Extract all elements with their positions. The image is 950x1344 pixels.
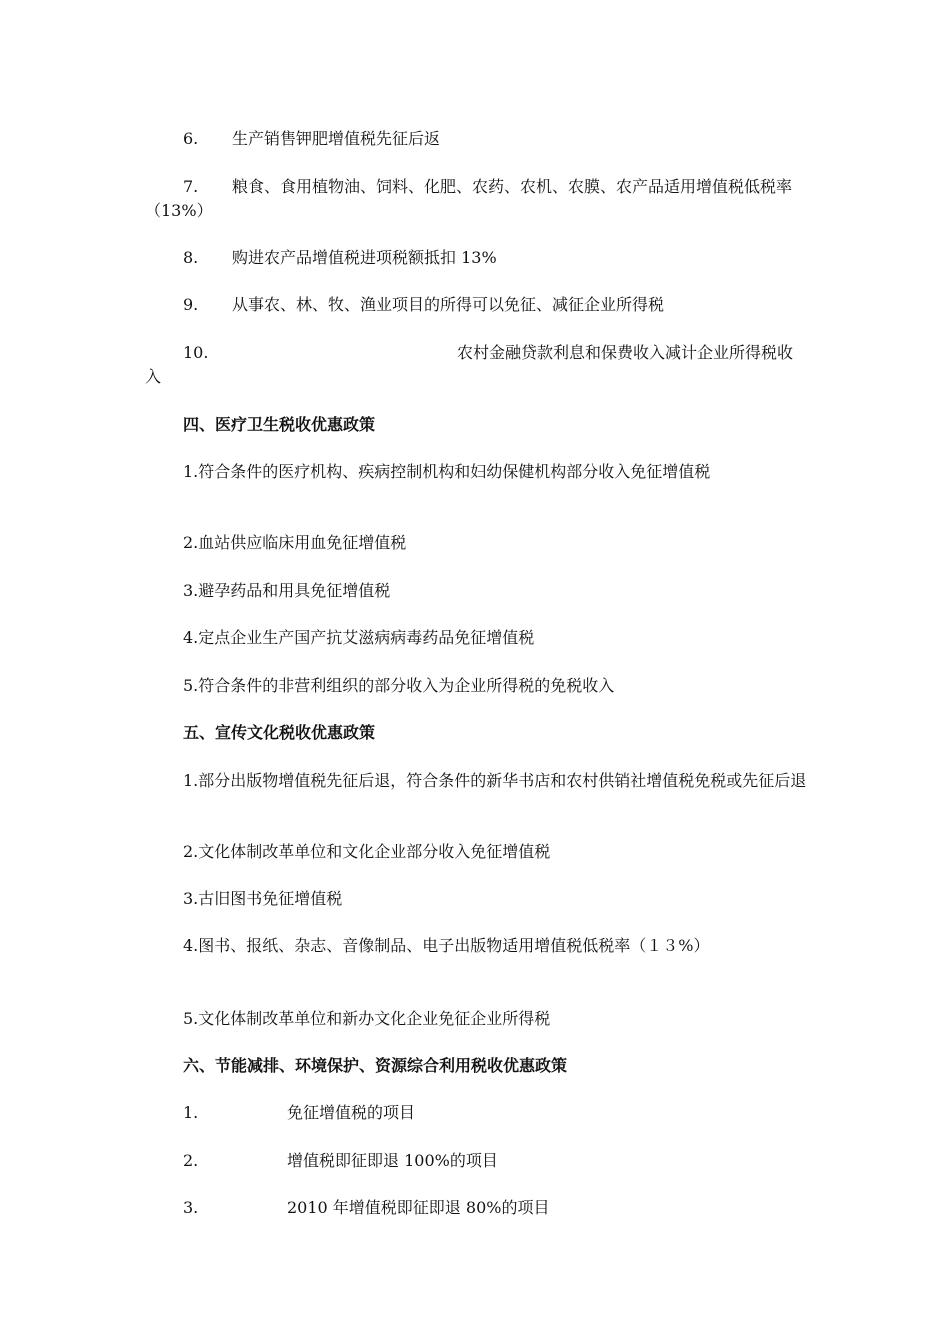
list-item: 3.古旧图书免征增值税 <box>183 889 343 908</box>
item-number: 3. <box>183 1198 199 1217</box>
list-item <box>145 341 807 389</box>
list-item: 5.符合条件的非营利组织的部分收入为企业所得税的免税收入 <box>183 676 615 695</box>
list-item <box>145 1149 807 1173</box>
item-text: 生产销售钾肥增值税先征后返 <box>232 129 441 148</box>
list-item <box>145 127 807 151</box>
item-number: 9. <box>183 295 199 314</box>
item-number: 7. <box>183 177 199 196</box>
item-text: 购进农产品增值税进项税额抵扣 13% <box>232 248 497 267</box>
list-item: 1.部分出版物增值税先征后退，符合条件的新华书店和农村供销社增值税免税或先征后退 <box>183 771 807 790</box>
list-item: 5.文化体制改革单位和新办文化企业免征企业所得税 <box>183 1009 551 1028</box>
item-text: 免征增值税的项目 <box>287 1103 416 1122</box>
item-number: 2. <box>183 1151 199 1170</box>
section-heading: 五、宣传文化税收优惠政策 <box>183 723 376 742</box>
section-heading: 六、节能减排、环境保护、资源综合利用税收优惠政策 <box>183 1056 568 1075</box>
list-item: 4.定点企业生产国产抗艾滋病病毒药品免征增值税 <box>183 628 535 647</box>
section-heading: 四、医疗卫生税收优惠政策 <box>183 415 376 434</box>
item-text: 从事农、林、牧、渔业项目的所得可以免征、减征企业所得税 <box>232 295 665 314</box>
list-item <box>145 175 807 223</box>
list-item <box>145 1196 807 1220</box>
list-item: 4.图书、报纸、杂志、音像制品、电子出版物适用增值税低税率（１３%） <box>183 936 710 955</box>
item-number: 10. <box>183 343 209 362</box>
item-number: 1. <box>183 1103 199 1122</box>
item-text: 农村金融贷款利息和保费收入减计企业所得税收入 <box>145 343 794 386</box>
list-item: 1.符合条件的医疗机构、疾病控制机构和妇幼保健机构部分收入免征增值税 <box>183 462 711 481</box>
list-item: 2.文化体制改革单位和文化企业部分收入免征增值税 <box>183 842 551 861</box>
list-item: 3.避孕药品和用具免征增值税 <box>183 581 391 600</box>
item-text: 2010 年增值税即征即退 80%的项目 <box>287 1198 550 1217</box>
item-text: 粮食、食用植物油、饲料、化肥、农药、农机、农膜、农产品适用增值税低税率（13%） <box>145 177 793 220</box>
item-number: 8. <box>183 248 199 267</box>
item-text: 增值税即征即退 100%的项目 <box>287 1151 498 1170</box>
item-number: 6. <box>183 129 199 148</box>
list-item <box>145 293 807 317</box>
list-item <box>145 1101 807 1125</box>
list-item: 2.血站供应临床用血免征增值税 <box>183 533 407 552</box>
list-item <box>145 246 807 270</box>
